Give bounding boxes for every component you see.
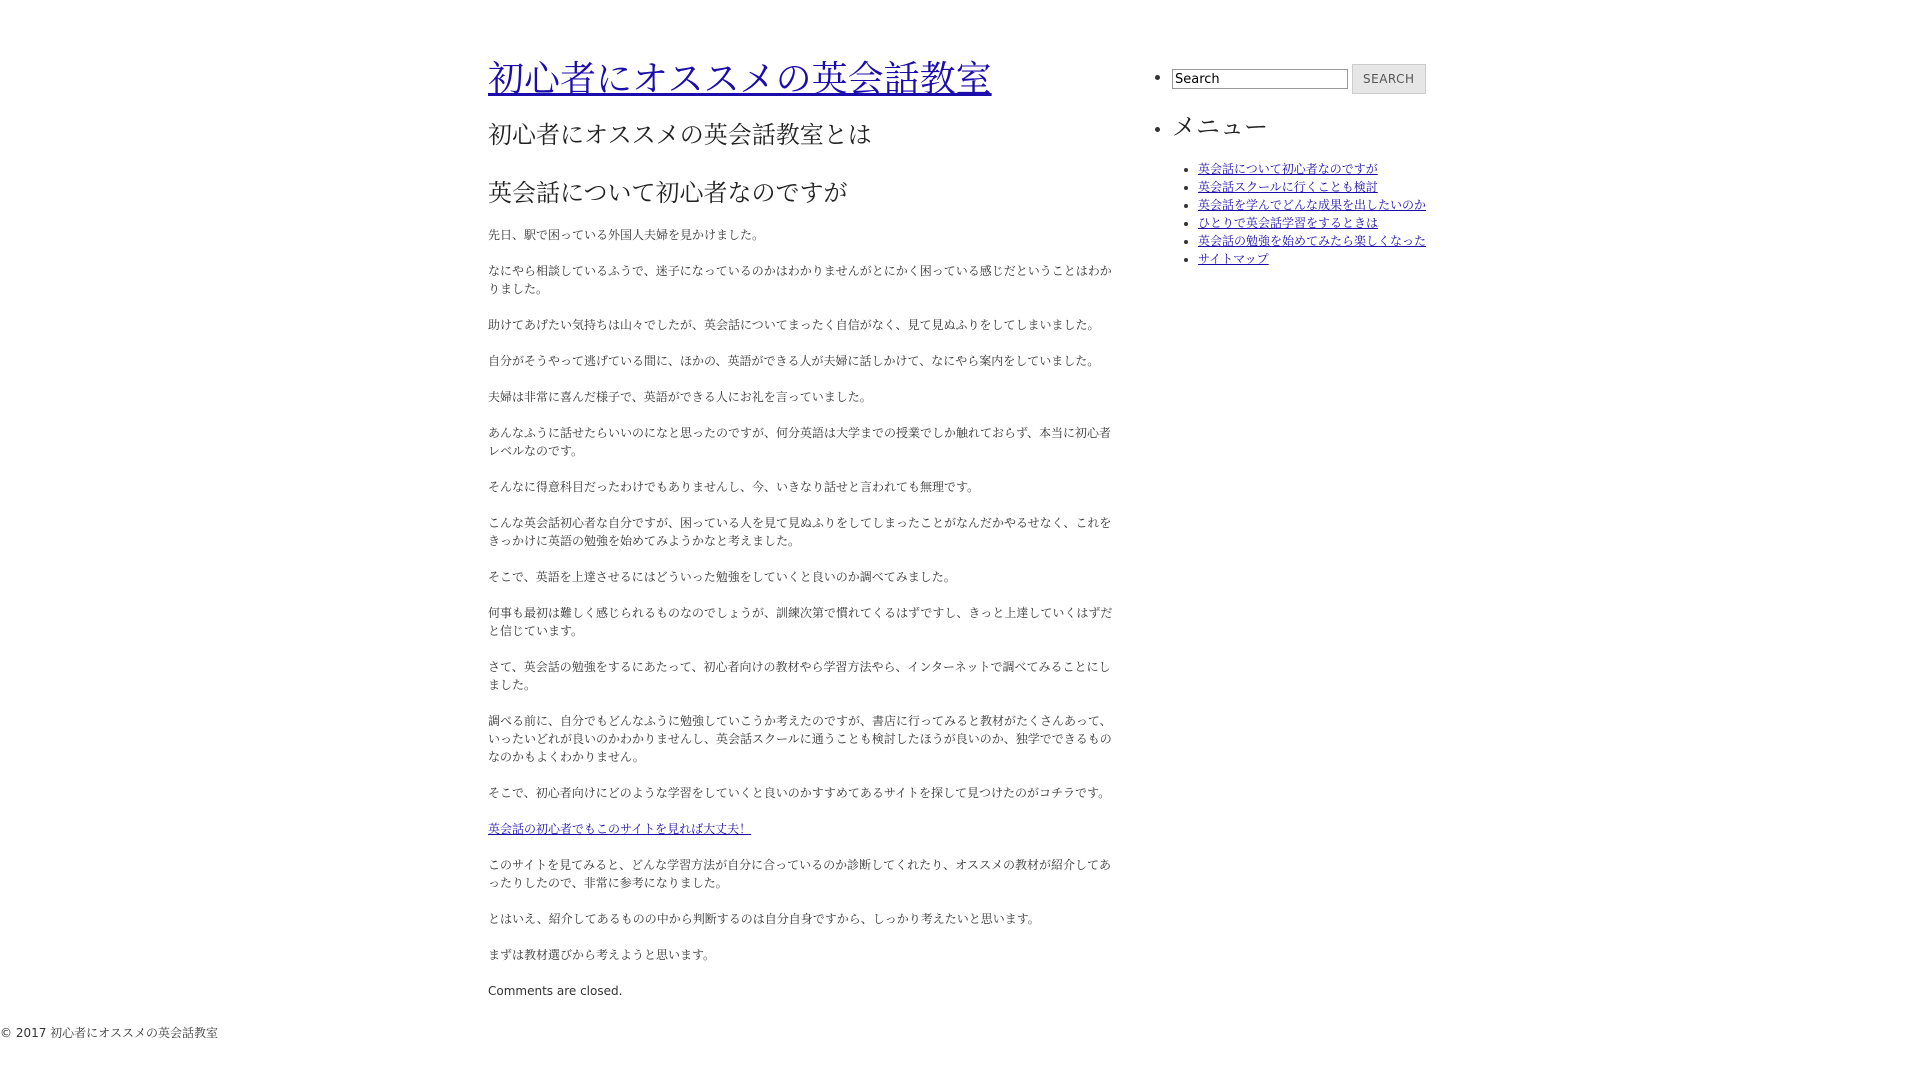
menu-link-sitemap[interactable]: サイトマップ	[1198, 252, 1269, 266]
menu-title: • メニュー	[1172, 113, 1268, 141]
search-input[interactable]	[1172, 69, 1348, 89]
article-paragraph: 先日、駅で困っている外国人夫婦を見かけました。	[488, 228, 765, 242]
menu-link-results[interactable]: 英会話を学んでどんな成果を出したいのか	[1198, 198, 1427, 212]
article	[488, 176, 1118, 1000]
main-content	[488, 56, 1118, 1000]
menu-link-school[interactable]: 英会話スクールに行くことも検討	[1198, 180, 1378, 194]
article-paragraph: 助けてあげたい気持ちは山々でしたが、英会話についてまったく自信がなく、見て見ぬふりをしてしまいました。	[488, 318, 1100, 332]
sidebar-widgets	[1158, 64, 1428, 268]
comments-closed-notice: Comments are closed.	[488, 984, 623, 998]
article-paragraph: そこで、初心者向けにどのような学習をしていくと良いのかすすめてあるサイトを探して見つけたのがコチラです。	[488, 786, 1111, 800]
article-paragraph: そんなに得意科目だったわけでもありませんし、今、いきなり話せと言われても無理です。	[488, 480, 980, 494]
menu-item	[1198, 232, 1428, 250]
article-paragraph: まずは教材選びから考えようと思います。	[488, 948, 716, 962]
sidebar	[1158, 64, 1428, 284]
menu-link-beginner[interactable]: 英会話について初心者なのですが	[1198, 162, 1378, 176]
menu-item	[1198, 178, 1428, 196]
article-paragraph: あんなふうに話せたらいいのになと思ったのですが、何分英語は大学までの授業でしか触れておらず、本当に初心者レベルなのです。	[488, 426, 1112, 458]
menu-item	[1198, 214, 1428, 232]
recommended-site-link[interactable]: 英会話の初心者でもこのサイトを見れば大丈夫！	[488, 822, 752, 836]
search-button[interactable]: • SEARCH	[1352, 64, 1426, 94]
article-paragraph: さて、英会話の勉強をするにあたって、初心者向けの教材やら学習方法やら、インターネットで調べてみることにしました。	[488, 660, 1111, 692]
menu-item	[1198, 160, 1428, 178]
article-paragraph: とはいえ、紹介してあるものの中から判断するのは自分自身ですから、しっかり考えたいと思います。	[488, 912, 1040, 926]
article-paragraph: 何事も最初は難しく感じられるものなのでしょうが、訓練次第で慣れてくるはずですし、きっと上達していくはずだと信じています。	[488, 606, 1113, 638]
site-title-link[interactable]: 初心者にオススメの英会話教室	[488, 59, 992, 100]
article-paragraph: こんな英会話初心者な自分ですが、困っている人を見て見ぬふりをしてしまったことがなんだかやるせなく、これをきっかけに英語の勉強を始めてみようかなと考えました。	[488, 516, 1112, 548]
menu-widget	[1172, 110, 1428, 268]
page-heading: 初心者にオススメの英会話教室とは	[488, 121, 872, 149]
search-form	[1172, 64, 1428, 94]
article-paragraph: なにやら相談しているふうで、迷子になっているのかはわかりませんがとにかく困っている感じだということはわかりました。	[488, 264, 1112, 296]
search-widget	[1172, 64, 1428, 94]
menu-link-self-study[interactable]: ひとりで英会話学習をするときは	[1198, 216, 1379, 230]
recommended-link-paragraph	[488, 820, 1118, 838]
article-paragraph: 夫婦は非常に喜んだ様子で、英語ができる人にお礼を言っていました。	[488, 390, 872, 404]
menu-item	[1198, 196, 1428, 214]
menu-link-fun[interactable]: 英会話の勉強を始めてみたら楽しくなった	[1198, 234, 1427, 248]
footer-copyright: © 2017 初心者にオススメの英会話教室	[0, 1026, 219, 1040]
article-paragraph: そこで、英語を上達させるにはどういった勉強をしていくと良いのか調べてみました。	[488, 570, 956, 584]
article-paragraph: 自分がそうやって逃げている間に、ほかの、英語ができる人が夫婦に話しかけて、なにやら案内をしていました。	[488, 354, 1100, 368]
menu-list	[1172, 160, 1428, 268]
article-paragraph: 調べる前に、自分でもどんなふうに勉強していこうか考えたのですが、書店に行ってみると教材がたくさんあって、いったいどれが良いのかわかりませんし、英会話スクールに通うことも検討したほうが良いのか、独学でできるものなのかもよくわかりません。	[488, 714, 1112, 764]
menu-item	[1198, 250, 1428, 268]
article-title: 英会話について初心者なのですが	[488, 179, 848, 207]
article-paragraph: このサイトを見てみると、どんな学習方法が自分に合っているのか診断してくれたり、オススメの教材が紹介してあったりしたので、非常に参考になりました。	[488, 858, 1112, 890]
